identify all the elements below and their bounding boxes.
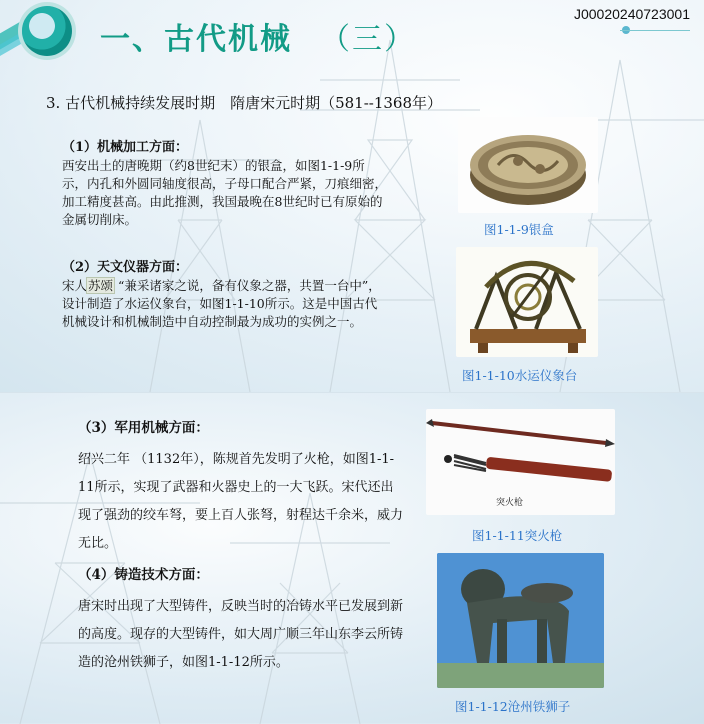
fire-lance-photo (426, 409, 615, 515)
paragraph-casting (78, 563, 406, 677)
paragraph-text (62, 277, 387, 331)
figure-caption: 图1-1-11突火枪 (472, 528, 563, 543)
decor-line (620, 30, 690, 31)
page-title (100, 14, 416, 58)
figure-caption: 图1-1-10水运仪象台 (462, 368, 578, 383)
text-segment: 宋人 (62, 278, 88, 293)
header (0, 0, 704, 70)
paragraph-heading: （1）机械加工方面： (62, 140, 189, 155)
iron-lion-photo (437, 553, 604, 688)
title-text: 一、古代机械 (100, 22, 292, 57)
highlighted-name[interactable]: 苏颂 (88, 278, 114, 293)
silver-box-photo (458, 117, 598, 213)
logo-icon (22, 6, 72, 56)
document-id: J00020240723001 (573, 6, 690, 22)
paragraph-heading: （4）铸造技术方面： (78, 567, 209, 583)
paragraph-text: 唐宋时出现了大型铸件，反映当时的冶铸水平已发展到新的高度。现存的大型铸件，如大周广顺三年山东李云所铸造的沧州铁狮子，如图1-1-12所示。 (78, 599, 404, 670)
paragraph-military (78, 416, 406, 558)
text-segment: “兼采诸家之说，备有仪象之器，共置一台中”，设计制造了水运仪象台，如图1-1-10所示。这是中国古代机械设计和机械制造中自动控制最为成功的实例之一。 (62, 278, 381, 329)
fire-lance-label: 突火枪 (496, 498, 524, 508)
paragraph-astronomy (62, 256, 387, 331)
title-part: （三） (320, 22, 416, 57)
armillary-clock-photo (456, 247, 598, 357)
section-heading: 3. 古代机械持续发展时期 隋唐宋元时期（581--1368年） (46, 94, 443, 112)
paragraph-heading: （2）天文仪器方面： (62, 260, 189, 275)
figure-caption: 图1-1-12沧州铁狮子 (455, 699, 571, 714)
paragraph-machining (62, 136, 387, 229)
paragraph-text: 绍兴二年 （1132年），陈规首先发明了火枪，如图1-1-11所示，实现了武器和火器史上的一大飞跃。宋代还出现了强劲的绞车弩，要上百人张弩，射程达千余米，威力无比。 (78, 452, 404, 551)
paragraph-text: 西安出土的唐晚期（约8世纪末）的银盒，如图1-1-9所示，内孔和外圆同轴度很高，子母口配合严紧，刀痕细密，加工精度甚高。由此推测，我国最晚在8世纪时已有原始的金属切削床。 (62, 158, 388, 227)
figure-caption: 图1-1-9银盒 (484, 222, 554, 237)
paragraph-heading: （3）军用机械方面： (78, 420, 209, 436)
